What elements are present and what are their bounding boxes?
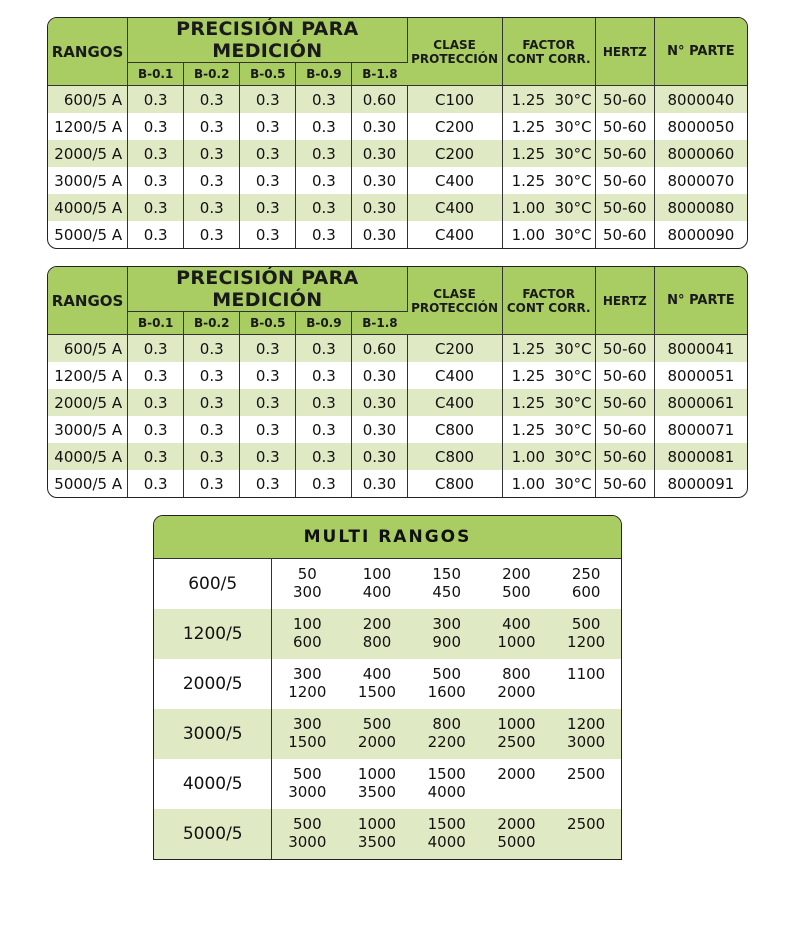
multi-value [412,609,482,659]
cell-parte: 8000061 [655,389,747,416]
cell-precision: 0.3 [128,443,184,470]
cell-precision: 0.60 [352,86,407,113]
cell-clase: C200 [408,140,503,167]
multi-value [342,759,412,809]
header-clase-line1: CLASE [433,37,476,52]
multi-value-top: 500 [292,815,322,833]
header-factor-line1: FACTOR [522,37,575,52]
header-precision: PRECISIÓN PARA MEDICIÓN [128,267,407,312]
multi-value-bottom: 3000 [288,783,327,801]
cell-precision: 0.3 [240,221,296,248]
cell-precision: 0.3 [184,416,240,443]
multi-value-top: 1200 [567,715,606,733]
cell-factor: 1.00 30°C [503,443,596,470]
cell-precision: 0.3 [184,362,240,389]
multi-value-bottom: 2000 [357,733,397,751]
table-row [48,470,747,497]
table-row [48,389,747,416]
cell-clase: C400 [408,362,503,389]
cell-hertz: 50-60 [596,194,655,221]
multi-value-bottom: 3000 [288,833,327,851]
cell-hertz: 50-60 [596,416,655,443]
cell-hertz: 50-60 [596,113,655,140]
cell-hertz: 50-60 [596,167,655,194]
cell-clase: C200 [408,113,503,140]
multi-row [154,809,621,859]
cell-precision: 0.3 [184,113,240,140]
cell-rango: 1200/5 A [48,113,128,140]
cell-rango: 1200/5 A [48,362,128,389]
multi-value-bottom: 1500 [357,683,397,701]
multi-value [482,709,552,759]
cell-rango: 600/5 A [48,86,128,113]
multi-value-bottom: 2000 [497,683,536,701]
multi-value-top: 50 [297,565,317,583]
multi-value [342,609,412,659]
multi-value-bottom: 600 [571,583,601,601]
cell-precision: 0.3 [240,443,296,470]
multi-value [482,759,552,809]
cell-clase: C800 [408,443,503,470]
multi-value-top: 200 [502,565,531,583]
multi-value-top: 2000 [497,815,536,833]
multi-value [482,609,552,659]
multi-value-top: 300 [292,665,322,683]
cell-precision: 0.3 [296,389,352,416]
cell-rango: 2000/5 A [48,140,128,167]
header-clase-line2: PROTECCIÓN [411,300,499,315]
multi-row [154,759,621,809]
cell-precision: 0.3 [240,194,296,221]
multi-row-label: 3000/5 [154,709,272,759]
header-rangos: RANGOS [48,267,128,335]
multi-value-bottom: 400 [362,583,392,601]
cell-precision: 0.3 [184,221,240,248]
cell-precision: 0.3 [240,389,296,416]
cell-factor: 1.00 30°C [503,221,596,248]
multi-value-top: 1000 [357,815,397,833]
header-burden: B-0.9 [296,312,352,335]
cell-clase: C800 [408,470,503,497]
cell-rango: 600/5 A [48,335,128,362]
table-row [48,416,747,443]
cell-clase: C400 [408,167,503,194]
multi-value-top: 500 [432,665,462,683]
header-burden: B-0.9 [296,63,352,86]
cell-factor: 1.25 30°C [503,362,596,389]
cell-factor: 1.25 30°C [503,416,596,443]
multi-value-bottom: 1600 [427,683,466,701]
cell-parte: 8000051 [667,366,735,385]
multi-value [272,809,342,859]
cell-precision: 0.3 [296,194,352,221]
header-clase [408,18,503,86]
cell-precision: 0.30 [352,470,407,497]
multi-value-top: 300 [432,615,462,633]
cell-factor: 1.25 30°C [503,113,596,140]
cell-precision: 0.3 [128,416,184,443]
multi-value-bottom: 600 [292,633,322,651]
multi-value-bottom: 800 [362,633,392,651]
multi-value [412,559,482,609]
cell-precision: 0.3 [184,86,240,113]
multi-value [551,559,621,609]
multi-value-top: 100 [362,565,392,583]
multi-rangos-table [153,515,622,860]
multi-value-bottom: 3500 [357,783,397,801]
header-burden: B-1.8 [352,63,407,86]
cell-rango: 4000/5 A [48,194,128,221]
multi-value-bottom: 2200 [427,733,466,751]
multi-value-bottom: 300 [292,583,322,601]
multi-value-top: 1000 [497,715,536,733]
multi-value-bottom: 1500 [288,733,327,751]
cell-precision: 0.30 [352,194,407,221]
multi-row-label: 2000/5 [154,659,272,709]
multi-row-label: 5000/5 [154,809,272,859]
cell-hertz: 50-60 [596,470,655,497]
multi-value [412,759,482,809]
cell-precision: 0.3 [240,362,296,389]
multi-value-bottom: 4000 [427,783,466,801]
cell-precision: 0.3 [296,362,352,389]
cell-precision: 0.3 [128,140,184,167]
multi-value-bottom: 2500 [497,733,536,751]
multi-value-bottom: 500 [502,583,531,601]
cell-precision: 0.3 [184,389,240,416]
cell-precision: 0.3 [128,113,184,140]
multi-value [482,559,552,609]
cell-precision: 0.3 [240,470,296,497]
cell-parte: 8000060 [655,140,747,167]
multi-value-top: 2000 [497,765,536,783]
multi-value [272,759,342,809]
cell-precision: 0.3 [240,335,296,362]
multi-value-top: 500 [362,715,392,733]
cell-parte: 8000071 [667,420,735,439]
cell-clase: C800 [408,416,503,443]
cell-clase: C400 [408,221,503,248]
cell-hertz: 50-60 [596,86,655,113]
multi-value [342,559,412,609]
multi-value [551,809,621,859]
cell-precision: 0.3 [296,140,352,167]
cell-parte: 8000041 [655,335,747,362]
multi-value [272,609,342,659]
multi-value [272,559,342,609]
multi-row [154,609,621,659]
cell-parte: 8000091 [667,474,735,493]
header-factor-line1: FACTOR [522,286,575,301]
cell-precision: 0.30 [352,167,407,194]
cell-clase: C100 [408,86,503,113]
multi-value-bottom: 1000 [497,633,536,651]
multi-value-top: 250 [571,565,601,583]
multi-value-top: 2500 [567,765,606,783]
header-parte: N° PARTE [655,267,747,335]
multi-value-bottom: 3000 [567,733,606,751]
cell-precision: 0.30 [352,113,407,140]
multi-value-top: 150 [432,565,462,583]
cell-rango: 4000/5 A [48,443,128,470]
cell-precision: 0.3 [184,443,240,470]
multi-value [272,709,342,759]
multi-value [551,759,621,809]
multi-value-top: 2500 [567,815,606,833]
table-row [48,86,747,113]
cell-hertz: 50-60 [596,443,655,470]
cell-precision: 0.3 [296,470,352,497]
header-burden: B-1.8 [352,312,407,335]
cell-factor: 1.25 30°C [503,86,596,113]
cell-parte: 8000040 [655,86,747,113]
header-clase [408,267,503,335]
cell-parte: 8000090 [667,225,735,244]
cell-clase: C200 [408,335,503,362]
cell-precision: 0.3 [296,335,352,362]
multi-value-bottom: 5000 [497,833,536,851]
cell-precision: 0.60 [352,335,407,362]
multi-value-top: 100 [292,615,322,633]
table-row [48,167,747,194]
multi-value-top: 1100 [567,665,606,683]
multi-value-top: 200 [362,615,392,633]
header-burden: B-0.5 [240,312,296,335]
header-burden: B-0.1 [128,312,184,335]
cell-precision: 0.3 [240,167,296,194]
multi-row [154,659,621,709]
cell-precision: 0.3 [128,221,184,248]
cell-factor: 1.25 30°C [503,389,596,416]
cell-precision: 0.3 [184,470,240,497]
cell-precision: 0.3 [240,113,296,140]
multi-value [551,609,621,659]
cell-parte: 8000081 [655,443,747,470]
header-burden: B-0.1 [128,63,184,86]
header-factor-line2: CONT CORR. [506,51,591,66]
cell-factor: 1.25 30°C [503,167,596,194]
multi-row [154,709,621,759]
header-hertz: HERTZ [596,18,655,86]
header-rangos: RANGOS [48,18,128,86]
multi-value-bottom: 4000 [427,833,466,851]
cell-rango: 2000/5 A [48,389,128,416]
cell-parte: 8000050 [667,117,735,136]
multi-value [482,809,552,859]
cell-clase: C400 [408,194,503,221]
cell-precision: 0.3 [296,86,352,113]
cell-precision: 0.3 [128,194,184,221]
cell-precision: 0.30 [352,389,407,416]
multi-value-top: 800 [502,665,531,683]
cell-precision: 0.3 [296,221,352,248]
cell-precision: 0.30 [352,416,407,443]
multi-value-top: 1500 [427,765,466,783]
multi-row-label: 600/5 [154,559,272,609]
header-burden: B-0.5 [240,63,296,86]
multi-value [412,659,482,709]
multi-value-top: 800 [432,715,462,733]
cell-precision: 0.3 [296,416,352,443]
header-burden: B-0.2 [184,312,240,335]
cell-hertz: 50-60 [596,362,655,389]
cell-precision: 0.30 [352,362,407,389]
cell-rango: 5000/5 A [48,470,128,497]
multi-value [551,709,621,759]
table-row [48,140,747,167]
multi-row-label: 4000/5 [154,759,272,809]
header-burden: B-0.2 [184,63,240,86]
cell-hertz: 50-60 [596,335,655,362]
cell-precision: 0.3 [128,335,184,362]
multi-value-top: 300 [292,715,322,733]
multi-value [342,709,412,759]
spec-table-1 [47,17,748,249]
multi-row [154,559,621,609]
multi-value [551,659,621,709]
multi-value [342,659,412,709]
cell-precision: 0.3 [128,389,184,416]
cell-precision: 0.3 [184,194,240,221]
multi-value-top: 1500 [427,815,466,833]
cell-precision: 0.3 [128,470,184,497]
multi-value [412,809,482,859]
table-row [48,113,747,140]
table-row [48,221,747,248]
cell-precision: 0.3 [128,167,184,194]
header-hertz: HERTZ [596,267,655,335]
cell-factor: 1.00 30°C [503,470,596,497]
header-clase-line1: CLASE [433,286,476,301]
header-parte: N° PARTE [655,18,747,86]
multi-value-top: 500 [571,615,601,633]
cell-factor: 1.25 30°C [503,335,596,362]
cell-precision: 0.3 [240,416,296,443]
cell-precision: 0.30 [352,221,407,248]
cell-precision: 0.3 [128,362,184,389]
multi-row-label: 1200/5 [154,609,272,659]
cell-hertz: 50-60 [596,389,655,416]
cell-rango: 5000/5 A [48,221,128,248]
cell-precision: 0.30 [352,443,407,470]
header-precision: PRECISIÓN PARA MEDICIÓN [128,18,407,63]
cell-rango: 3000/5 A [48,416,128,443]
table-row [48,194,747,221]
multi-value [342,809,412,859]
multi-value-top: 500 [292,765,322,783]
multi-rangos-title: MULTI RANGOS [154,516,621,559]
cell-precision: 0.3 [184,167,240,194]
multi-value-bottom: 900 [432,633,462,651]
cell-rango: 3000/5 A [48,167,128,194]
cell-precision: 0.30 [352,140,407,167]
table-row [48,335,747,362]
multi-value [482,659,552,709]
spec-table-2 [47,266,748,498]
header-clase-line2: PROTECCIÓN [411,51,499,66]
cell-hertz: 50-60 [596,221,655,248]
cell-precision: 0.3 [240,140,296,167]
multi-value-top: 400 [502,615,531,633]
header-factor [503,18,596,86]
multi-value-bottom: 1200 [567,633,606,651]
cell-precision: 0.3 [296,167,352,194]
multi-value-bottom: 450 [432,583,462,601]
multi-value [412,709,482,759]
cell-parte: 8000070 [667,171,735,190]
multi-value-bottom: 1200 [288,683,327,701]
cell-precision: 0.3 [296,113,352,140]
cell-precision: 0.3 [184,335,240,362]
cell-factor: 1.25 30°C [503,140,596,167]
table-row [48,362,747,389]
cell-factor: 1.00 30°C [503,194,596,221]
header-factor-line2: CONT CORR. [506,300,591,315]
cell-parte: 8000080 [655,194,747,221]
cell-clase: C400 [408,389,503,416]
cell-hertz: 50-60 [596,140,655,167]
table-row [48,443,747,470]
multi-value [272,659,342,709]
cell-precision: 0.3 [184,140,240,167]
header-factor [503,267,596,335]
cell-precision: 0.3 [296,443,352,470]
cell-precision: 0.3 [128,86,184,113]
multi-value-top: 1000 [357,765,397,783]
multi-value-bottom: 3500 [357,833,397,851]
multi-value-top: 400 [362,665,392,683]
cell-precision: 0.3 [240,86,296,113]
